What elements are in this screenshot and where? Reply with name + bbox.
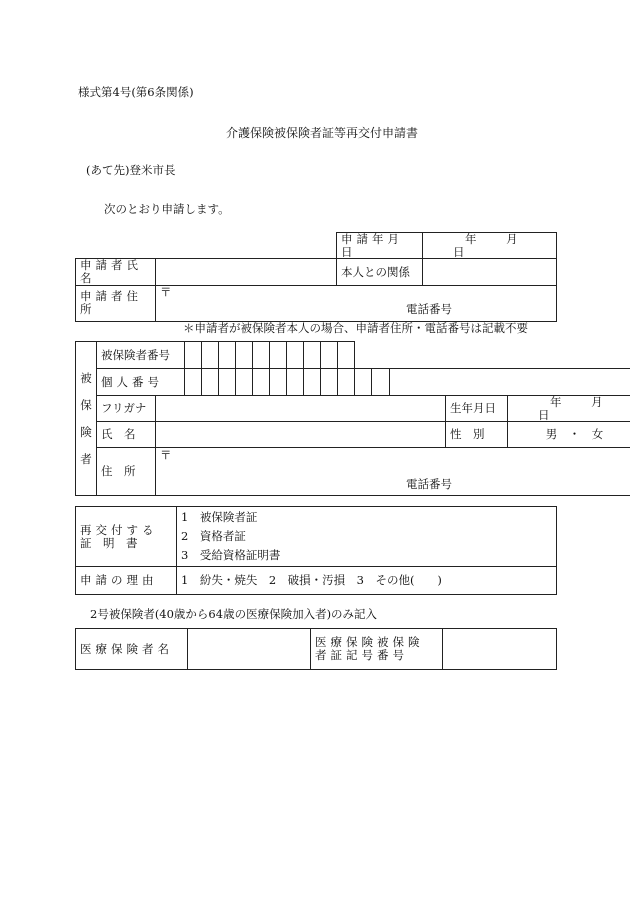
secondary-note: 2号被保険者(40歳から64歳の医療保険加入者)のみ記入 — [90, 607, 378, 621]
date-day: 日 — [453, 244, 465, 259]
insured-side-label — [76, 342, 97, 496]
medical-number-field[interactable] — [443, 629, 557, 670]
applicant-address-field[interactable] — [156, 285, 557, 321]
insurer-label: 医療保険者名 — [76, 629, 188, 670]
personal-number-digit[interactable] — [321, 369, 338, 396]
applicant-postal-mark: 〒 — [160, 284, 172, 299]
personal-number-digit[interactable] — [372, 369, 390, 396]
date-field[interactable] — [423, 233, 557, 259]
side-char: 被 — [80, 370, 92, 385]
personal-number-digit[interactable] — [304, 369, 321, 396]
dob-month: 月 — [591, 395, 603, 409]
insured-postal-mark: 〒 — [160, 448, 172, 463]
medical-number-label — [311, 629, 443, 670]
side-char: 者 — [80, 451, 92, 466]
furigana-label: フリガナ — [97, 396, 156, 422]
personal-number-digit[interactable] — [287, 369, 304, 396]
date-label: 申請年月日 — [337, 233, 423, 259]
date-year: 年 — [465, 232, 477, 246]
insured-number-digit[interactable] — [253, 342, 270, 369]
personal-number-digit[interactable] — [185, 369, 202, 396]
reissue-option[interactable]: 2 資格者証 — [181, 529, 246, 543]
reason-label: 申請の理由 — [76, 567, 177, 595]
insured-number-digit[interactable] — [304, 342, 321, 369]
reason-options[interactable]: 1 紛失・焼失 2 破損・汚損 3 その他( ) — [177, 567, 557, 595]
applicant-table — [75, 232, 557, 322]
reissue-cert-label — [76, 507, 177, 567]
medical-number-label-line2: 者証記号番号 — [315, 648, 408, 662]
personal-number-digit[interactable] — [202, 369, 219, 396]
reissue-cert-label-line2: 証 明 書 — [80, 535, 138, 550]
personal-number-digit[interactable] — [253, 369, 270, 396]
date-month: 月 — [506, 232, 518, 246]
medical-table — [75, 628, 557, 670]
personal-number-digit[interactable] — [338, 369, 355, 396]
insured-number-digit[interactable] — [219, 342, 236, 369]
reissue-option[interactable]: 1 被保険者証 — [181, 510, 258, 524]
form-id: 様式第4号(第6条関係) — [78, 85, 194, 99]
gender-options[interactable]: 男 ・ 女 — [508, 422, 630, 448]
insured-number-digit[interactable] — [270, 342, 287, 369]
personal-number-digit[interactable] — [270, 369, 287, 396]
applicant-note: ＊申請者が被保険者本人の場合、申請者住所・電話番号は記載不要 — [183, 321, 528, 335]
reissue-cert-label-line1: 再交付する — [80, 522, 158, 537]
applicant-phone-label: 電話番号 — [406, 301, 452, 316]
personal-number-digit[interactable] — [219, 369, 236, 396]
insured-number-digit[interactable] — [236, 342, 253, 369]
gender-label: 性 別 — [446, 422, 508, 448]
insured-address-field[interactable] — [156, 448, 630, 496]
dob-label: 生年月日 — [446, 396, 508, 422]
insured-number-digit[interactable] — [202, 342, 219, 369]
dob-day: 日 — [538, 407, 550, 422]
relation-field[interactable] — [423, 259, 557, 285]
personal-number-digit[interactable] — [236, 369, 253, 396]
page-title: 介護保険被保険者証等再交付申請書 — [226, 126, 419, 140]
insured-address-label: 住 所 — [97, 448, 156, 496]
applicant-name-label: 申請者氏名 — [76, 259, 156, 285]
side-char: 険 — [80, 424, 92, 439]
insured-name-field[interactable] — [156, 422, 446, 448]
medical-number-label-line1: 医療保険被保険 — [315, 635, 424, 650]
insured-table — [75, 341, 630, 496]
insurer-field[interactable] — [188, 629, 311, 670]
personal-number-digit[interactable] — [355, 369, 372, 396]
addressee: (あて先)登米市長 — [86, 163, 176, 177]
insured-number-digit[interactable] — [338, 342, 355, 369]
dob-year: 年 — [550, 395, 562, 409]
reissue-options — [177, 507, 557, 567]
side-char: 保 — [80, 397, 92, 412]
insured-name-label: 氏 名 — [97, 422, 156, 448]
furigana-field[interactable] — [156, 396, 446, 422]
relation-label: 本人との関係 — [337, 259, 423, 285]
insured-number-digit[interactable] — [321, 342, 338, 369]
insured-number-label: 被保険者番号 — [97, 342, 185, 369]
applicant-address-label: 申請者住所 — [76, 285, 156, 321]
insured-phone-label: 電話番号 — [406, 477, 452, 492]
dob-field[interactable] — [508, 396, 630, 422]
insured-number-digit[interactable] — [185, 342, 202, 369]
reissue-table — [75, 506, 557, 595]
insured-number-digit[interactable] — [287, 342, 304, 369]
intro-text: 次のとおり申請します。 — [104, 202, 230, 216]
applicant-name-field[interactable] — [156, 259, 337, 285]
personal-number-label: 個人番号 — [97, 369, 185, 396]
reissue-option[interactable]: 3 受給資格証明書 — [181, 548, 281, 562]
